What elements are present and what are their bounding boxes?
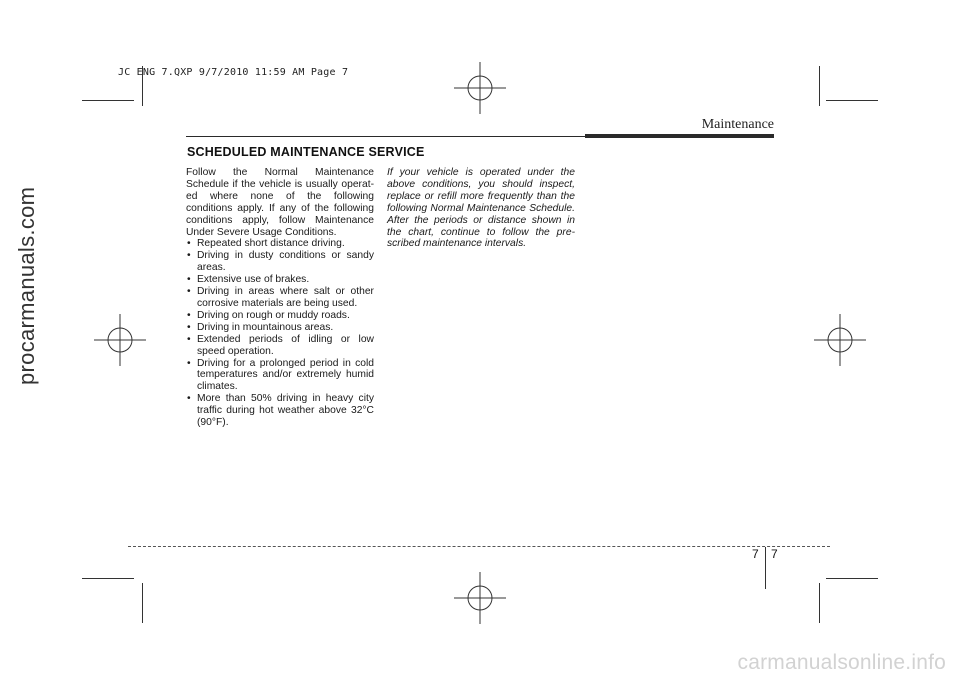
list-item: • Driving for a prolonged period in cold temperatures and/or extremely humid climates. <box>186 358 374 394</box>
page-number-value: 7 <box>771 547 778 561</box>
list-item: • Driving in areas where salt or other corrosive materials are being used. <box>186 286 374 310</box>
list-item: • More than 50% driving in heavy city traffic during hot weather above 32°C (90°F). <box>186 393 374 429</box>
list-item: • Driving in mountainous areas. <box>186 322 374 334</box>
header-rule <box>186 136 586 137</box>
section-header: Maintenance <box>701 117 774 132</box>
bottom-watermark: carmanualsonline.info <box>737 651 946 674</box>
note-paragraph: If your vehicle is operated under the above conditions, you should inspect, replace or refill more frequently than the following Normal Maintenance Schedule. After the periods or distance shown in the chart, continue to follow the pre-scribed maintenance intervals. <box>387 167 575 250</box>
registration-mark-left <box>94 314 146 366</box>
registration-mark-right <box>814 314 866 366</box>
conditions-list <box>186 238 374 429</box>
chapter-number: 7 <box>752 547 759 561</box>
crop-mark <box>82 578 134 579</box>
crop-mark <box>82 100 134 101</box>
page-title: SCHEDULED MAINTENANCE SERVICE <box>187 145 425 159</box>
intro-paragraph: Follow the Normal Maintenance Schedule if the vehicle is usually operat-ed where none of the following conditions apply. If any of the following conditions apply, follow Maintenance Under Severe Usage Conditions. <box>186 167 374 238</box>
list-item: • Extensive use of brakes. <box>186 274 374 286</box>
list-item: • Repeated short distance driving. <box>186 238 374 250</box>
list-item: • Driving in dusty conditions or sandy areas. <box>186 250 374 274</box>
page-number-divider <box>765 547 766 589</box>
crop-mark <box>826 100 878 101</box>
footer-rule <box>128 546 830 547</box>
registration-mark-bottom <box>454 572 506 624</box>
list-item: • Extended periods of idling or low speed operation. <box>186 334 374 358</box>
side-watermark: procarmanuals.com <box>14 186 39 385</box>
print-slug: JC ENG 7.QXP 9/7/2010 11:59 AM Page 7 <box>118 67 349 78</box>
header-bar <box>585 134 774 138</box>
left-column <box>186 167 374 429</box>
list-item: • Driving on rough or muddy roads. <box>186 310 374 322</box>
crop-mark <box>142 583 143 623</box>
registration-mark-top <box>454 62 506 114</box>
crop-mark <box>826 578 878 579</box>
crop-mark <box>819 583 820 623</box>
right-column <box>387 167 575 250</box>
crop-mark <box>819 66 820 106</box>
